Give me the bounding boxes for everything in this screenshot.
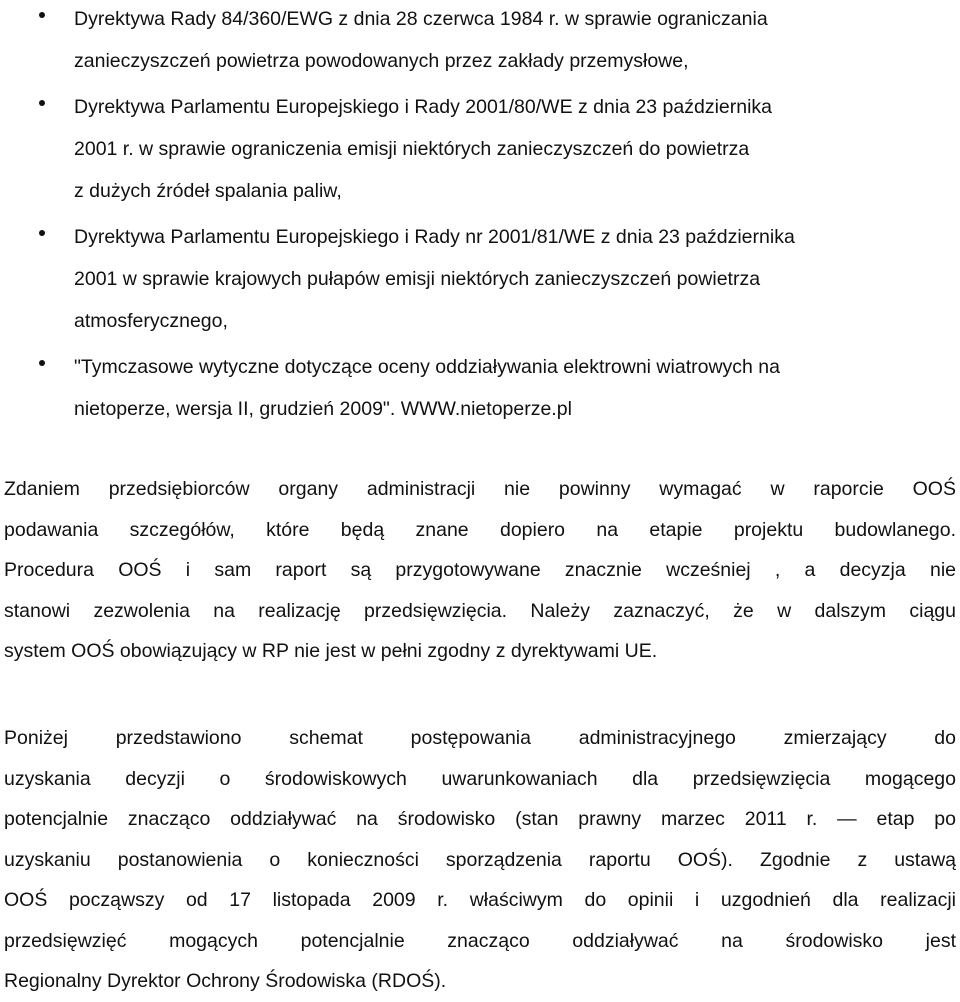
- paragraph-line: podawania szczegółów, które będą znane dopiero na etapie projektu budowlanego.: [4, 518, 956, 541]
- paragraph-line: system OOŚ obowiązujący w RP nie jest w pełni zgodny z dyrektywami UE.: [4, 640, 658, 662]
- paragraph-line: Procedura OOŚ i sam raport są przygotowywane znacznie wcześniej , a decyzja nie: [4, 559, 956, 581]
- bullet-line: nietoperze, wersja II, grudzień 2009". WWW.nietoperze.pl: [74, 398, 572, 420]
- bullet-line: Dyrektywa Rady 84/360/EWG z dnia 28 czerwca 1984 r. w sprawie ograniczania: [74, 8, 768, 30]
- list-item: [0, 0, 950, 82]
- paragraph-line: Poniżej przedstawiono schemat postępowania administracyjnego zmierzający do: [4, 727, 956, 749]
- paragraph-line: OOŚ począwszy od 17 listopada 2009 r. właściwym do opinii i uzgodnień dla realizacji: [4, 889, 956, 911]
- paragraph-entrepreneurs-opinion: [4, 469, 956, 672]
- paragraph-line: uzyskaniu postanowienia o konieczności sporządzenia raportu OOŚ). Zgodnie z ustawą: [4, 848, 956, 871]
- directive-bullet-list: [0, 0, 950, 434]
- list-item: [0, 346, 950, 430]
- paragraph-line: uzyskania decyzji o środowiskowych uwarunkowaniach dla przedsięwzięcia mogącego: [4, 767, 956, 790]
- bullet-line: Dyrektywa Parlamentu Europejskiego i Rady 2001/80/WE z dnia 23 października: [74, 96, 773, 118]
- paragraph-line: potencjalnie znacząco oddziaływać na środowisko (stan prawny marzec 2011 r. — etap po: [4, 808, 956, 830]
- paragraph-line: Regionalny Dyrektor Ochrony Środowiska (RDOŚ).: [4, 970, 447, 992]
- paragraph-procedure-scheme: [4, 718, 956, 1002]
- bullet-line: z dużych źródeł spalania paliw,: [74, 180, 342, 202]
- paragraph-line: Zdaniem przedsiębiorców organy administracji nie powinny wymagać w raporcie OOŚ: [4, 478, 956, 500]
- paragraph-line: stanowi zezwolenia na realizację przedsięwzięcia. Należy zaznaczyć, że w dalszym ciągu: [4, 599, 956, 622]
- bullet-line: "Tymczasowe wytyczne dotyczące oceny oddziaływania elektrowni wiatrowych na: [74, 356, 780, 378]
- list-item: [0, 216, 950, 342]
- bullet-line: zanieczyszczeń powietrza powodowanych przez zakłady przemysłowe,: [74, 50, 689, 72]
- bullet-line: Dyrektywa Parlamentu Europejskiego i Rady nr 2001/81/WE z dnia 23 października: [74, 226, 795, 248]
- paragraph-line: przedsięwzięć mogących potencjalnie znacząco oddziaływać na środowisko jest: [4, 929, 956, 952]
- bullet-line: atmosferycznego,: [74, 310, 228, 332]
- bullet-line: 2001 r. w sprawie ograniczenia emisji niektórych zanieczyszczeń do powietrza: [74, 138, 750, 160]
- bullet-line: 2001 w sprawie krajowych pułapów emisji niektórych zanieczyszczeń powietrza: [74, 268, 761, 290]
- list-item: [0, 86, 950, 212]
